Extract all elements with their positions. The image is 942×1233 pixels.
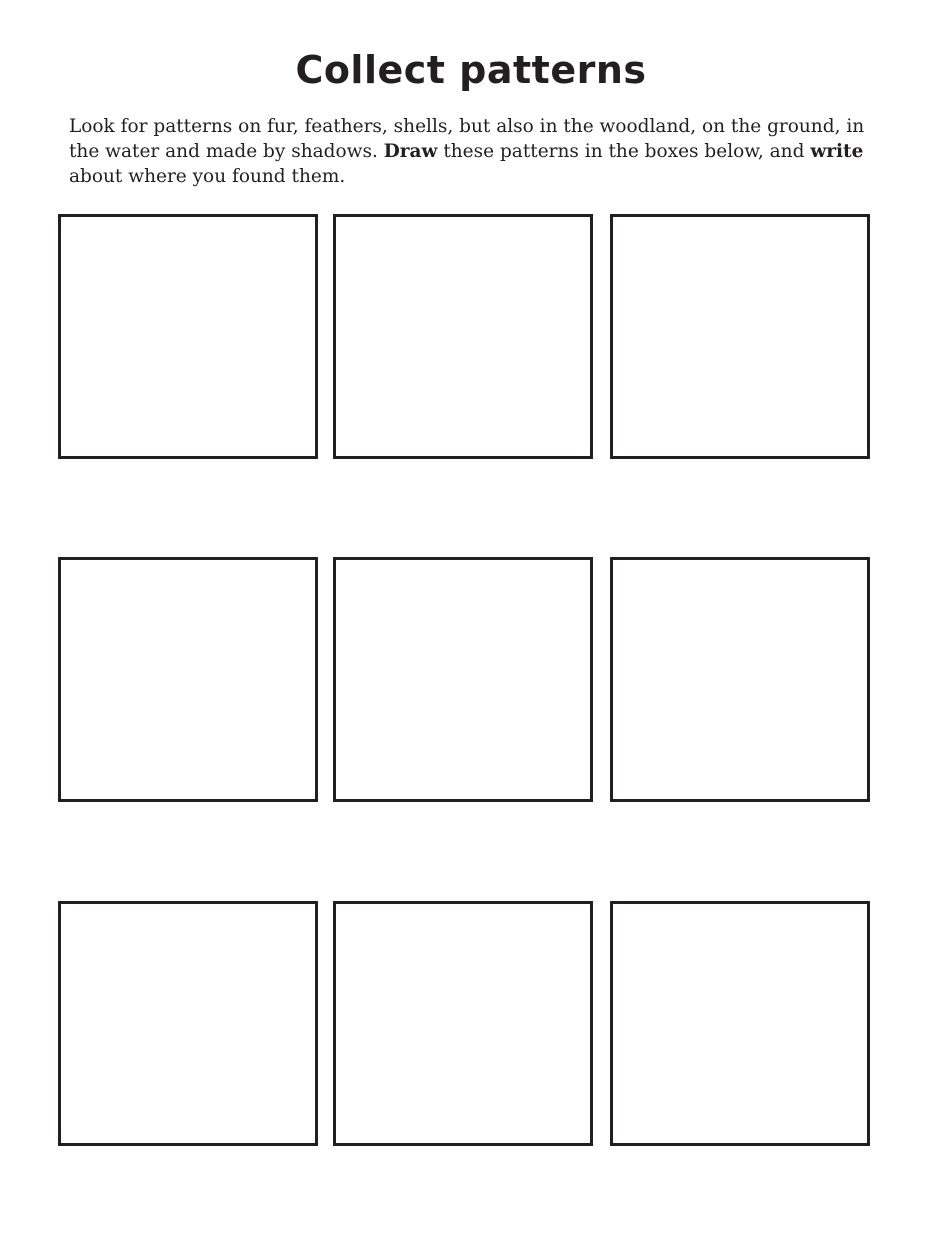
drawing-box-row2-col2[interactable] xyxy=(333,557,593,802)
drawing-box-row3-col1[interactable] xyxy=(58,901,318,1146)
drawing-box-row3-col3[interactable] xyxy=(610,901,870,1146)
instructions-text-1: Look for patterns on fur, feathers, shells, but also in the woodland, on the ground, in the water and made by shadows. xyxy=(69,116,865,162)
instructions-emphasis-write: write xyxy=(810,141,864,162)
instructions-emphasis-draw: Draw xyxy=(383,141,438,162)
drawing-box-row2-col1[interactable] xyxy=(58,557,318,802)
page-title: Collect patterns xyxy=(295,48,647,92)
instructions-text-2: these patterns in the boxes below, and xyxy=(437,141,811,162)
drawing-box-row1-col3[interactable] xyxy=(610,214,870,459)
instructions xyxy=(69,114,869,189)
drawing-box-row1-col2[interactable] xyxy=(333,214,593,459)
drawing-box-row2-col3[interactable] xyxy=(610,557,870,802)
instructions-text-3: about where you found them. xyxy=(69,166,346,187)
drawing-box-row1-col1[interactable] xyxy=(58,214,318,459)
drawing-box-row3-col2[interactable] xyxy=(333,901,593,1146)
